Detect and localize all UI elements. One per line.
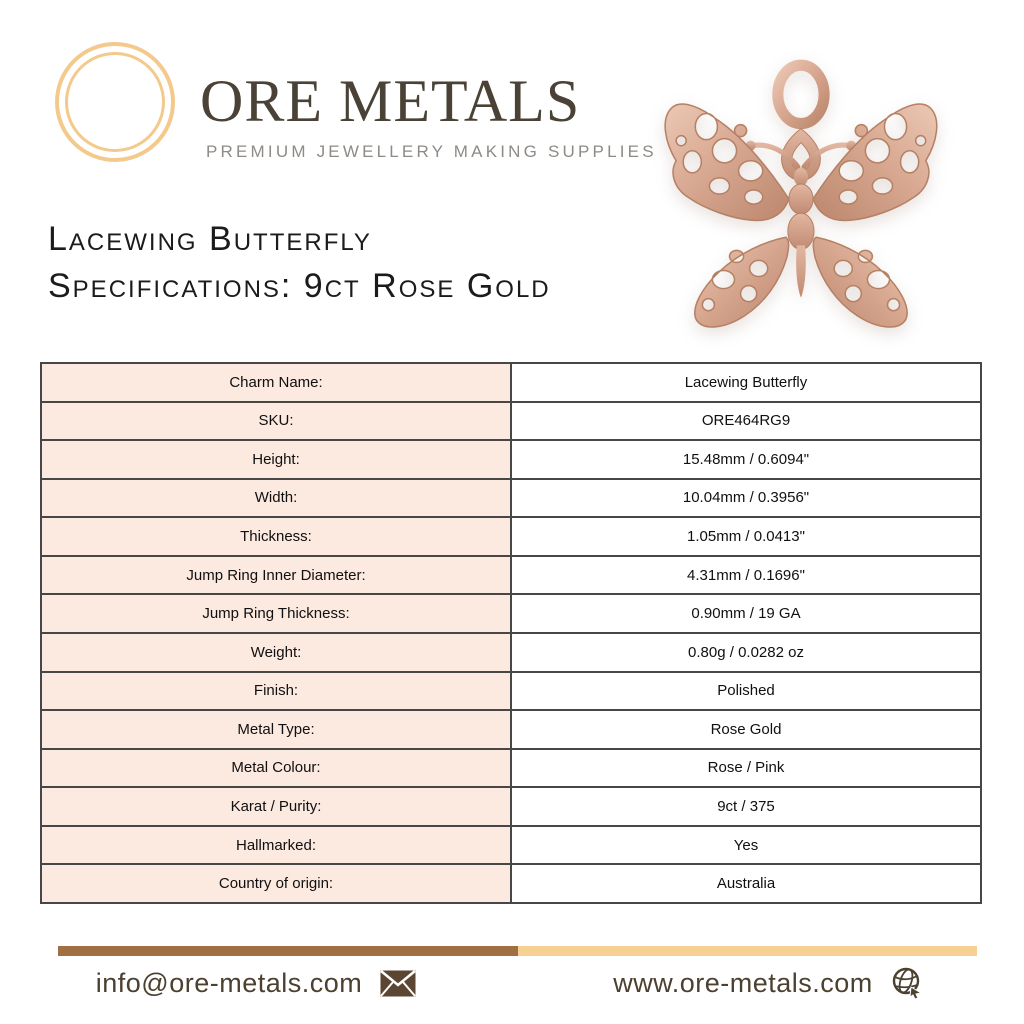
spec-value: Yes xyxy=(511,826,981,865)
spec-row-9 xyxy=(41,710,981,749)
globe-icon xyxy=(891,967,923,999)
spec-row-3 xyxy=(41,479,981,518)
page-title xyxy=(48,216,551,310)
spec-value: Australia xyxy=(511,864,981,903)
spec-label: Country of origin: xyxy=(41,864,511,903)
spec-row-6 xyxy=(41,594,981,633)
envelope-icon xyxy=(380,970,416,997)
butterfly-tail xyxy=(796,245,806,297)
brand-logo-rings xyxy=(55,42,175,162)
footer-contact-row xyxy=(0,960,1024,1006)
footer-divider-bar xyxy=(58,946,977,956)
spec-row-10 xyxy=(41,749,981,788)
spec-label: Jump Ring Inner Diameter: xyxy=(41,556,511,595)
spec-value: 10.04mm / 0.3956" xyxy=(511,479,981,518)
spec-label: Thickness: xyxy=(41,517,511,556)
lower-left-wing xyxy=(695,237,789,327)
spec-label: Finish: xyxy=(41,672,511,711)
spec-label: Karat / Purity: xyxy=(41,787,511,826)
spec-row-4 xyxy=(41,517,981,556)
butterfly-thorax xyxy=(789,184,813,214)
brand-tagline: PREMIUM JEWELLERY MAKING SUPPLIES xyxy=(206,142,657,161)
spec-table-body xyxy=(41,363,981,903)
spec-label: Metal Type: xyxy=(41,710,511,749)
footer-email-group xyxy=(0,960,512,1006)
spec-row-12 xyxy=(41,826,981,865)
spec-row-11 xyxy=(41,787,981,826)
spec-label: Height: xyxy=(41,440,511,479)
spec-row-2 xyxy=(41,440,981,479)
spec-table xyxy=(40,362,982,904)
butterfly-charm-image xyxy=(648,46,970,338)
spec-row-1 xyxy=(41,402,981,441)
spec-value: 0.90mm / 19 GA xyxy=(511,594,981,633)
brand-name: ORE METALS xyxy=(200,68,581,134)
spec-value: ORE464RG9 xyxy=(511,402,981,441)
spec-label: Weight: xyxy=(41,633,511,672)
lower-right-wing xyxy=(813,237,907,327)
spec-value: 9ct / 375 xyxy=(511,787,981,826)
spec-value: 15.48mm / 0.6094" xyxy=(511,440,981,479)
footer-divider-brown-segment xyxy=(58,946,518,956)
website-link[interactable]: www.ore-metals.com xyxy=(613,967,873,998)
spec-label: Metal Colour: xyxy=(41,749,511,788)
jump-ring xyxy=(778,65,824,123)
email-link[interactable]: info@ore-metals.com xyxy=(95,967,363,998)
spec-value: 1.05mm / 0.0413" xyxy=(511,517,981,556)
spec-value: Rose Gold xyxy=(511,710,981,749)
butterfly-abdomen xyxy=(788,213,814,249)
spec-row-8 xyxy=(41,672,981,711)
footer-website-group xyxy=(512,960,1024,1006)
spec-label: Hallmarked: xyxy=(41,826,511,865)
spec-row-5 xyxy=(41,556,981,595)
spec-value: Polished xyxy=(511,672,981,711)
spec-label: Jump Ring Thickness: xyxy=(41,594,511,633)
spec-row-13 xyxy=(41,864,981,903)
page-title-line1: Lacewing Butterfly xyxy=(48,220,372,258)
footer-divider-gold-segment xyxy=(518,946,978,956)
spec-label: SKU: xyxy=(41,402,511,441)
spec-value: 4.31mm / 0.1696" xyxy=(511,556,981,595)
page-title-line2: Specifications: 9ct Rose Gold xyxy=(48,267,551,305)
spec-value: Lacewing Butterfly xyxy=(511,363,981,402)
brand-logo-inner-ring xyxy=(65,52,165,152)
spec-value: Rose / Pink xyxy=(511,749,981,788)
spec-label: Width: xyxy=(41,479,511,518)
butterfly-head xyxy=(794,168,808,186)
spec-value: 0.80g / 0.0282 oz xyxy=(511,633,981,672)
spec-label: Charm Name: xyxy=(41,363,511,402)
upper-left-wing xyxy=(665,104,789,221)
spec-row-0 xyxy=(41,363,981,402)
spec-row-7 xyxy=(41,633,981,672)
upper-right-wing xyxy=(813,104,937,221)
